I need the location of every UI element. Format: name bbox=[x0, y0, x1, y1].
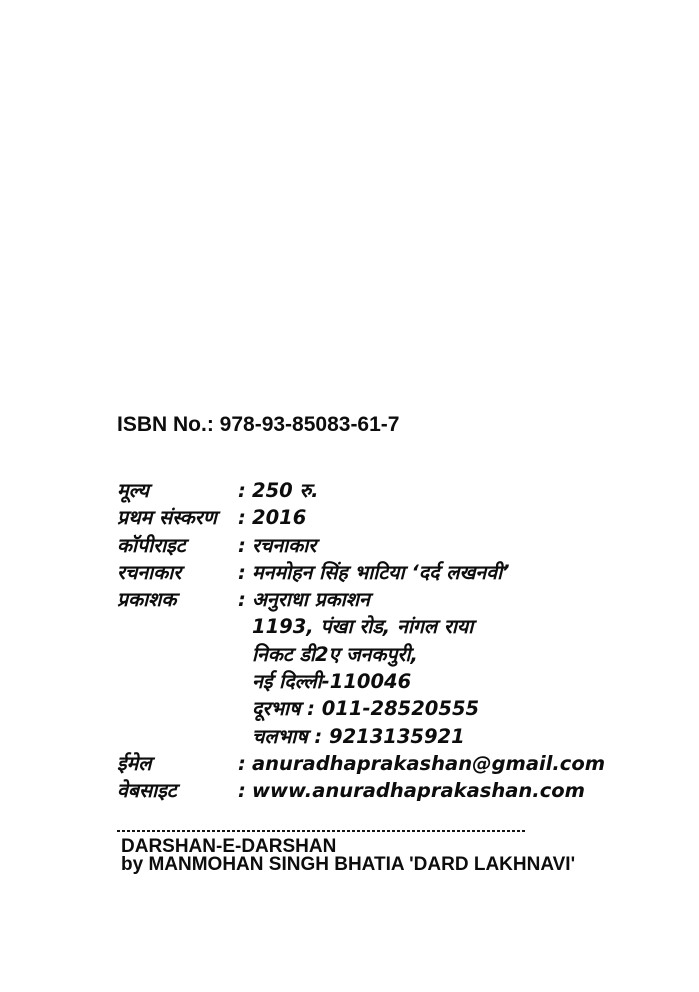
info-row-telephone bbox=[117, 695, 605, 722]
publication-info-table bbox=[117, 477, 605, 805]
row-value: 2016 bbox=[252, 506, 307, 530]
dashed-separator bbox=[117, 830, 527, 832]
row-label: प्रथम संस्करण bbox=[117, 506, 217, 530]
row-label: रचनाकार bbox=[117, 560, 182, 584]
row-colon: : bbox=[238, 533, 246, 557]
row-value: नई दिल्ली-110046 bbox=[252, 670, 412, 694]
info-row-copyright bbox=[117, 532, 605, 559]
info-row-website bbox=[117, 777, 605, 804]
row-value: चलभाष : 9213135921 bbox=[252, 724, 465, 748]
row-label: वेबसाइट bbox=[117, 779, 177, 803]
row-label: प्रकाशक bbox=[117, 588, 177, 612]
row-colon: : bbox=[238, 506, 246, 530]
row-value: www.anuradhaprakashan.com bbox=[252, 779, 585, 803]
row-colon: : bbox=[238, 560, 246, 584]
row-value: मनमोहन सिंह भाटिया ‘दर्द लखनवी’ bbox=[252, 560, 510, 584]
isbn-number: ISBN No.: 978-93-85083-61-7 bbox=[117, 413, 400, 436]
row-value: anuradhaprakashan@gmail.com bbox=[252, 751, 606, 775]
row-label: ईमेल bbox=[117, 751, 152, 775]
row-value: 1193, पंखा रोड, नांगल राया bbox=[252, 615, 474, 639]
info-row-mobile bbox=[117, 723, 605, 750]
info-row-email bbox=[117, 750, 605, 777]
info-row-publisher bbox=[117, 586, 605, 613]
book-title: DARSHAN-E-DARSHAN bbox=[121, 836, 337, 857]
footer-credit bbox=[121, 838, 575, 873]
row-value: अनुराधा प्रकाशन bbox=[252, 588, 370, 612]
row-value: दूरभाष : 011-28520555 bbox=[252, 697, 480, 721]
info-row-address-line-3 bbox=[117, 668, 605, 695]
row-colon: : bbox=[238, 588, 246, 612]
row-colon: : bbox=[238, 479, 246, 502]
info-row-address-line-2 bbox=[117, 641, 605, 668]
row-colon: : bbox=[238, 779, 246, 803]
row-value: निकट डी2ए जनकपुरी, bbox=[252, 642, 418, 666]
info-row-first-edition bbox=[117, 504, 605, 531]
info-row-address-line-1 bbox=[117, 613, 605, 640]
row-value: रचनाकार bbox=[252, 533, 317, 557]
row-colon: : bbox=[238, 751, 246, 775]
row-label: मूल्य bbox=[117, 479, 149, 502]
byline: by MANMOHAN SINGH BHATIA 'DARD LAKHNAVI' bbox=[121, 853, 576, 875]
row-label: कॉपीराइट bbox=[117, 533, 186, 557]
info-row-price bbox=[117, 477, 605, 504]
row-value: 250 रु. bbox=[252, 479, 319, 502]
info-row-author bbox=[117, 559, 605, 586]
